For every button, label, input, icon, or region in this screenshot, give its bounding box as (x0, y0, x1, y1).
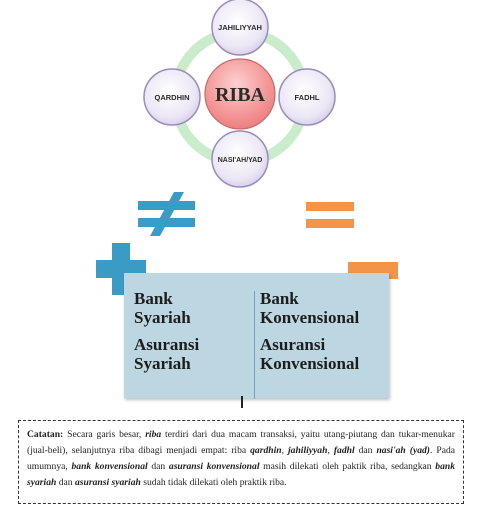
note-box: Catatan: Secara garis besar, riba terdiri dari dua macam transaksi, yaitu utang-piutang dan tukar-menukar (jual-beli), selanjutnya riba dibagi menjadi empat: riba qardhin, jahiliyyah, fadhl dan nasi'ah (yad). Pada umumnya, bank konvensional dan asuransi konvensional masih dilekati oleh paktik riba, sedangkan bank syariah dan asuransi syariah sudah tidak dilekati oleh praktik riba. (18, 420, 464, 504)
bank-syariah-label: Bank Syariah (134, 289, 191, 327)
konvensional-column (260, 289, 388, 381)
label-fadhl: FADHL (294, 93, 320, 102)
circle-riba (205, 59, 275, 129)
asuransi-syariah-label: Asuransi Syariah (134, 335, 200, 373)
circle-jahiliyyah (212, 0, 268, 55)
circle-nasiah-yad (212, 131, 268, 187)
label-riba: RIBA (214, 84, 266, 106)
not-equal-icon (138, 192, 195, 236)
label-jahiliyyah: JAHILIYYAH (218, 23, 262, 32)
note-label: Catatan: (27, 429, 64, 440)
bank-konvensional-label: Bank Konvensional (260, 289, 360, 327)
syariah-column (134, 289, 252, 381)
label-qardhin: QARDHIN (154, 93, 190, 102)
circle-qardhin (144, 69, 200, 125)
label-nasiah-yad: NASI'AH/YAD (217, 157, 263, 164)
comparison-panel (124, 273, 389, 398)
column-divider (254, 291, 255, 399)
pointer-tick (241, 396, 243, 408)
circle-fadhl (279, 69, 335, 125)
equal-icon (306, 202, 354, 228)
asuransi-konvensional-label: Asuransi Konvensional (260, 335, 360, 373)
